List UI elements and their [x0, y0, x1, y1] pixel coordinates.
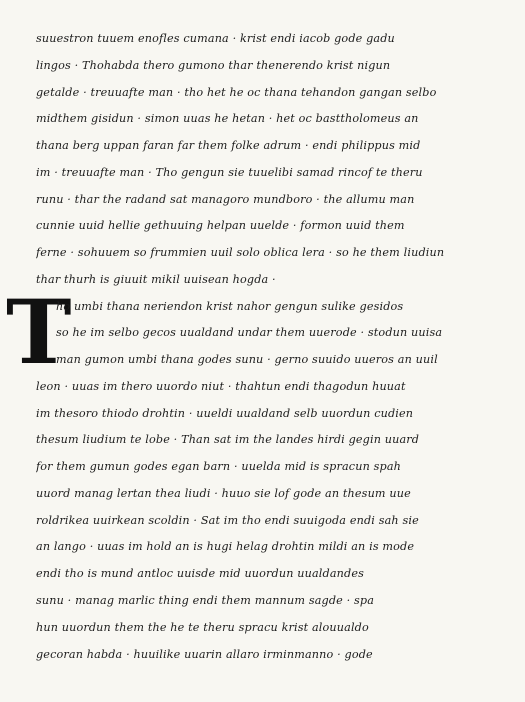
- text-line: thesum liudium te lobe · Than sat im the landes hirdi gegin uuard: [36, 433, 420, 446]
- text-line: so he im selbo gecos uualdand undar them uuerode · stodun uuisa: [56, 326, 443, 339]
- text-line: hun uuordun them the he te theru spracu krist alouualdo: [36, 621, 369, 634]
- text-line: im thesoro thiodo drohtin · uueldi uualdand selb uuordun cudien: [36, 407, 414, 420]
- text-line: ferne · sohuuem so frummien uuil solo oblica lera · so he them liudiun: [36, 246, 445, 259]
- text-line: leon · uuas im thero uuordo niut · thahtun endi thagodun huuat: [36, 380, 406, 393]
- text-line: thar thurh is giuuit mikil uuisean hogda ·: [36, 273, 276, 286]
- text-line: an lango · uuas im hold an is hugi helag drohtin mildi an is mode: [36, 540, 415, 553]
- text-line: getalde · treuuafte man · tho het he oc thana tehandon gangan selbo: [36, 86, 437, 99]
- text-line: thana berg uppan faran far them folke adrum · endi philippus mid: [36, 139, 421, 152]
- text-line: uuord manag lertan thea liudi · huuo sie lof gode an thesum uue: [36, 487, 411, 500]
- text-line: gecoran habda · huuilike uuarin allaro irminmanno · gode: [36, 648, 373, 661]
- text-line: for them gumun godes egan barn · uuelda mid is spracun spah: [36, 460, 402, 473]
- text-line: endi tho is mund antloc uuisde mid uuordun uualdandes: [36, 567, 364, 580]
- text-line: man gumon umbi thana godes sunu · gerno suuido uueros an uuil: [56, 353, 438, 366]
- drop-initial: T: [6, 280, 72, 384]
- text-line: ho umbi thana neriendon krist nahor gengun sulike gesidos: [56, 300, 404, 313]
- text-line: roldrikea uuirkean scoldin · Sat im tho endi suuigoda endi sah sie: [36, 514, 419, 527]
- text-line: runu · thar the radand sat managoro mundboro · the allumu man: [36, 193, 415, 206]
- text-line: im · treuuafte man · Tho gengun sie tuuelibi samad rincof te theru: [36, 166, 423, 179]
- text-line: midthem gisidun · simon uuas he hetan · het oc basttholomeus an: [36, 112, 419, 125]
- text-line: sunu · manag marlic thing endi them mannum sagde · spa: [36, 594, 375, 607]
- text-line: lingos · Thohabda thero gumono thar thenerendo krist nigun: [36, 59, 391, 72]
- text-line: suuestron tuuem enofles cumana · krist endi iacob gode gadu: [36, 32, 395, 45]
- text-line: cunnie uuid hellie gethuuing helpan uuelde · formon uuid them: [36, 219, 405, 232]
